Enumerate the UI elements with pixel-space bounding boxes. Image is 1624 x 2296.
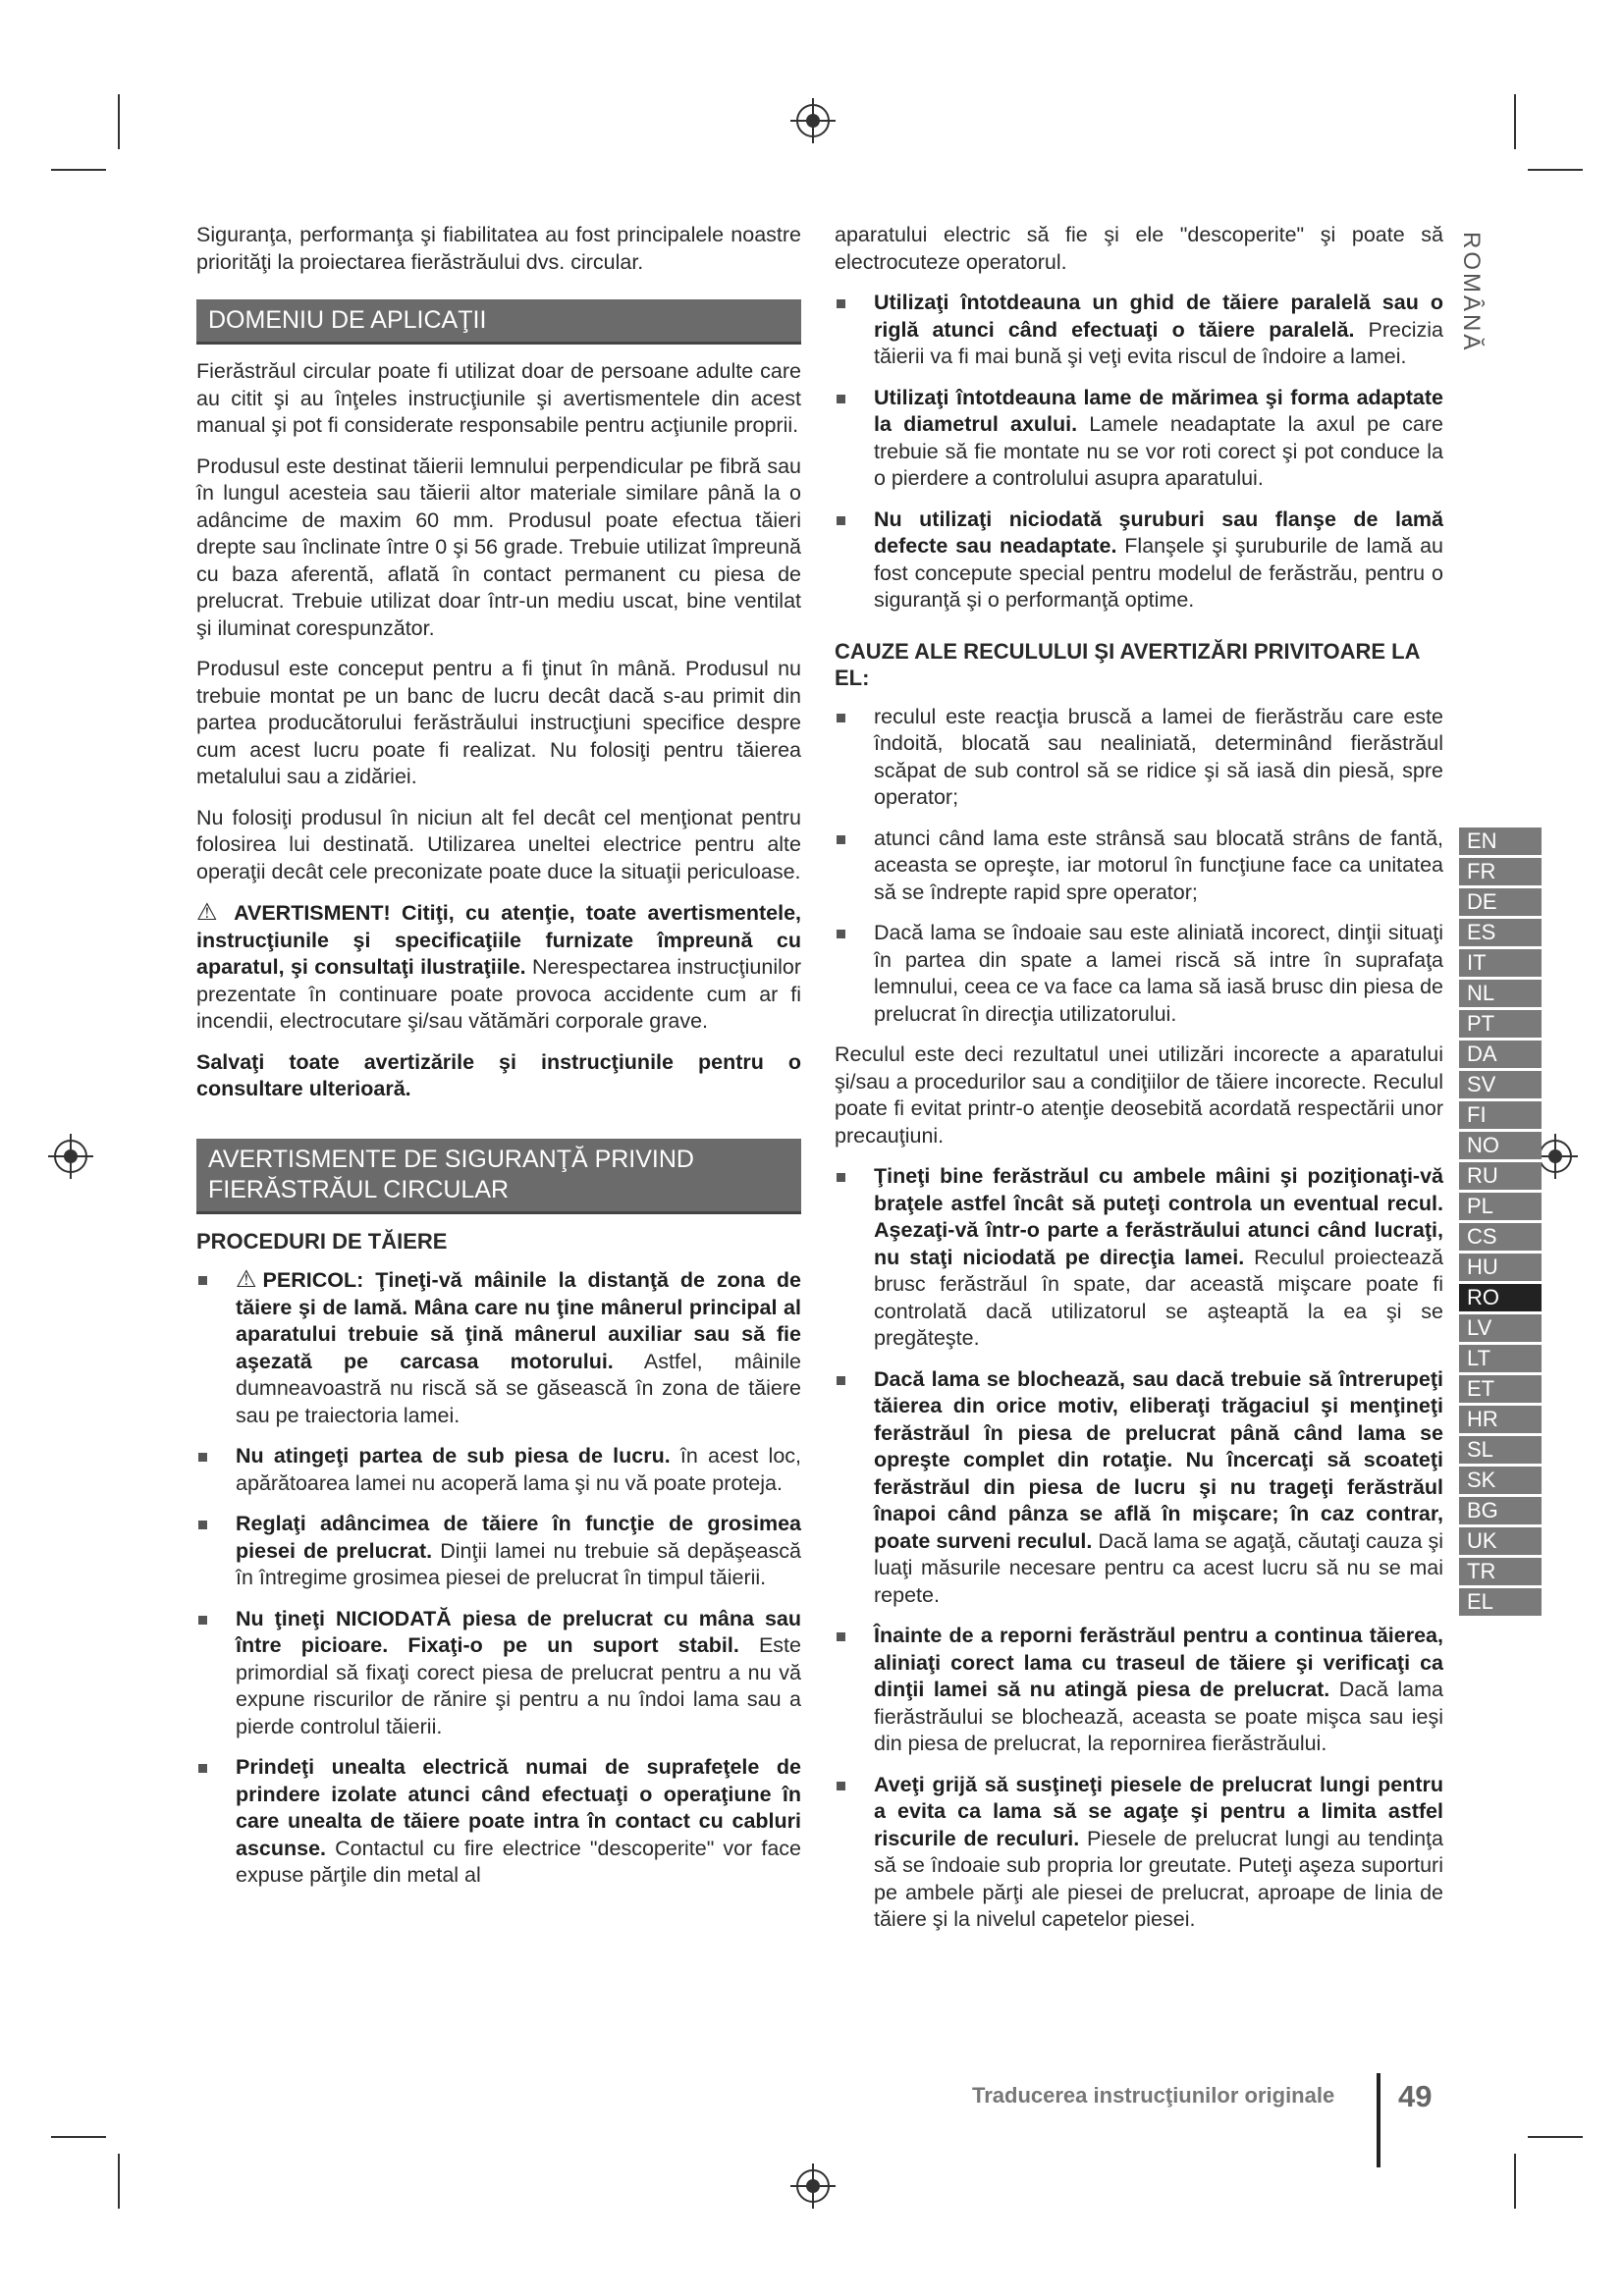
registration-mark-icon — [796, 104, 830, 137]
list-item: Înainte de a reporni ferăstrăul pentru a continua tăierea, aliniaţi corect lama cu traseul de tăiere şi verificaţi ca dinţii lamei să nu atingă piesa de prelucrat. Dacă lama fierăstrăului se blochează, aceasta se poate mişca sau ieşi din piesa de prelucrat, la repornirea fierăstrăului. — [835, 1623, 1443, 1758]
right-column — [835, 222, 1443, 1948]
warning-triangle-icon: ⚠ — [236, 1266, 263, 1293]
language-tab-sv[interactable]: SV — [1459, 1071, 1542, 1101]
list-item: Reglaţi adâncimea de tăiere în funcţie de grosimea piesei de prelucrat. Dinţii lamei nu trebuie să depăşească în întregime grosimea piesei de prelucrat în timpul tăierii. — [196, 1511, 801, 1592]
warning-bold: AVERTISMENT! Citiţi, cu atenţie, toate avertismentele, instrucţiunile şi specificaţiile furnizate împreună cu aparatul, şi consultaţi ilustraţiile. — [196, 901, 802, 979]
language-tab-fr[interactable]: FR — [1459, 858, 1542, 888]
list-item: reculul este reacţia bruscă a lamei de fierăstrău care este îndoită, blocată sau nealiniată, determinând fierăstrăul scăpat de sub control să se ridice şi să iasă din piesă, spre operator; — [835, 704, 1443, 812]
scope-paragraph-3: Produsul este conceput pentru a fi ţinut în mână. Produsul nu trebuie montat pe un banc de lucru decât dacă s-au primit din partea producătorului ferăstrăului instrucţiuni specifice despre cum acest lucru poate fi realizat. Nu folosiţi pentru tăierea metalului sau a zidăriei. — [196, 657, 801, 788]
registration-mark-icon — [796, 2169, 830, 2203]
crop-mark — [1528, 169, 1583, 171]
list-item: Aveţi grijă să susţineţi piesele de prelucrat lungi pentru a evita ca lama să se agaţe şi pentru a limita astfel riscurile de reculuri. Piesele de prelucrat lungi au tendinţa să se îndoaie sub propria lor greutate. Puteţi aşeza suporturi pe ambele părţi ale piesei de prelucrat, aproape de linia de tăiere şi la nivelul capetelor piesei. — [835, 1772, 1443, 1934]
language-tab-it[interactable]: IT — [1459, 949, 1542, 980]
section-heading-safety: AVERTISMENTE DE SIGURANŢĂ PRIVIND FIERĂSTRĂUL CIRCULAR — [196, 1139, 801, 1214]
language-tab-no[interactable]: NO — [1459, 1132, 1542, 1162]
language-title: ROMÂNĂ — [1458, 232, 1485, 353]
subheading-kickback: CAUZE ALE RECULULUI ŞI AVERTIZĂRI PRIVITOARE LA EL: — [835, 638, 1420, 690]
left-column — [196, 222, 801, 1903]
list-item: atunci când lama este strânsă sau blocată strâns de fantă, aceasta se opreşte, iar motorul în funcţiune face ca unitatea să se îndrepte rapid spre operator; — [835, 826, 1443, 907]
language-tab-bg[interactable]: BG — [1459, 1497, 1542, 1527]
crop-mark — [51, 169, 106, 171]
language-tab-nl[interactable]: NL — [1459, 980, 1542, 1010]
registration-mark-icon — [54, 1140, 87, 1173]
registration-mark-icon — [1539, 1140, 1572, 1173]
language-tab-es[interactable]: ES — [1459, 919, 1542, 949]
footer-divider — [1377, 2073, 1380, 2167]
language-tab-de[interactable]: DE — [1459, 888, 1542, 919]
kickback-paragraph: Reculul este deci rezultatul unei utilizări incorecte a aparatului şi/sau a procedurilor sau a condiţiilor de tăiere incorecte. Reculul poate fi evitat printr-o atenţie deosebită acordată respectării unor precauţiuni. — [835, 1042, 1443, 1148]
general-warning — [196, 899, 801, 1036]
language-tab-lv[interactable]: LV — [1459, 1314, 1542, 1345]
blade-rules-list — [835, 290, 1443, 614]
scope-paragraph-1: Fierăstrăul circular poate fi utilizat doar de persoane adulte care au citit şi au înţeles instrucţiunile şi avertismentele din acest manual şi pot fi considerate responsabile pentru acţiunile proprii. — [196, 359, 801, 437]
crop-mark — [118, 94, 120, 149]
section-heading-scope: DOMENIU DE APLICAŢII — [196, 299, 801, 345]
crop-mark — [1514, 94, 1516, 149]
language-tab-hu[interactable]: HU — [1459, 1254, 1542, 1284]
crop-mark — [1514, 2154, 1516, 2209]
language-tab-sl[interactable]: SL — [1459, 1436, 1542, 1467]
list-item: Prindeţi unealta electrică numai de suprafeţele de prindere izolate atunci când efectuaţi o operaţiune în care unealta de tăiere poate intra în contact cu cabluri ascunse. Contactul cu fire electrice "descoperite" vor face expuse părţile din metal al — [196, 1754, 801, 1890]
language-tab-et[interactable]: ET — [1459, 1375, 1542, 1406]
list-item: Dacă lama se blochează, sau dacă trebuie să întrerupeţi tăierea din orice motiv, eliberaţi trăgaciul şi menţineţi ferăstrăul în piesa de prelucrat până când lama se opreşte complet din rotaţie. Nu încercaţi să scoateţi ferăstrăul din piesa de lucru şi nu trageţi ferăstrăul înapoi când pânza se află în mişcare; în caz contrar, poate surveni reculul. Dacă lama se agaţă, căutaţi cauza şi luaţi măsurile necesare pentru ca acest lucru să nu se mai repete. — [835, 1366, 1443, 1610]
crop-mark — [1528, 2136, 1583, 2138]
subheading-cutting: PROCEDURI DE TĂIERE — [196, 1228, 448, 1254]
language-tab-sk[interactable]: SK — [1459, 1467, 1542, 1497]
continued-text: aparatului electric să fie şi ele "descoperite" şi poate să electrocuteze operatorul. — [835, 223, 1443, 274]
cutting-procedures-list — [196, 1266, 801, 1890]
crop-mark — [118, 2154, 120, 2209]
language-tab-pl[interactable]: PL — [1459, 1193, 1542, 1223]
list-item: ⚠PERICOL: Ţineţi-vă mâinile la distanţă de zona de tăiere şi de lamă. Mâna care nu ţine mânerul principal al aparatului trebuie să ţină mânerul auxiliar sau să fie aşezată pe carcasa motorului. Astfel, mâinile dumneavoastră nu riscă să se găsească în zona de tăiere sau pe traiectoria lamei. — [196, 1266, 801, 1429]
kickback-causes-list — [835, 704, 1443, 1029]
warning-text: Nerespectarea instrucţiunilor prezentate în continuare poate provoca accidente cum ar fi incendii, electrocutare şi/sau vătămări corporale grave. — [196, 955, 802, 1033]
language-tab-cs[interactable]: CS — [1459, 1223, 1542, 1254]
warning-triangle-icon: ⚠ — [196, 899, 223, 926]
language-tab-hr[interactable]: HR — [1459, 1406, 1542, 1436]
language-tab-el[interactable]: EL — [1459, 1588, 1542, 1619]
language-tabs — [1459, 828, 1542, 1619]
list-item: Ţineţi bine ferăstrăul cu ambele mâini şi poziţionaţi-vă braţele astfel încât să puteţi controla un eventual recul. Aşezaţi-vă într-o parte a ferăstrăului atunci când lucraţi, nu staţi niciodată pe direcţia lamei. Reculul proiectează brusc ferăstrăul în spate, dar această mişcare poate fi controlată dacă utilizatorul se aşteaptă la ea şi se pregăteşte. — [835, 1163, 1443, 1353]
list-item: Dacă lama se îndoaie sau este aliniată incorect, dinţii situaţi în partea din spate a lamei riscă să intre în suprafaţa lemnului, ceea ce va face ca lama să iasă brusc din piesa de prelucrat în direcţia utilizatorului. — [835, 920, 1443, 1028]
crop-mark — [51, 2136, 106, 2138]
language-tab-da[interactable]: DA — [1459, 1041, 1542, 1071]
language-tab-ru[interactable]: RU — [1459, 1162, 1542, 1193]
language-tab-pt[interactable]: PT — [1459, 1010, 1542, 1041]
save-instructions: Salvaţi toate avertizările şi instrucţiunile pentru o consultare ulterioară. — [196, 1049, 801, 1100]
kickback-precautions-list — [835, 1163, 1443, 1934]
list-item: Utilizaţi întotdeauna lame de mărimea şi forma adaptate la diametrul axului. Lamele neadaptate la axul pe care trebuie să fie montate nu se vor roti corect şi pot conduce la o pierdere a controlului asupra aparatului. — [835, 385, 1443, 493]
language-tab-ro[interactable]: RO — [1459, 1284, 1542, 1314]
language-tab-en[interactable]: EN — [1459, 828, 1542, 858]
page-number: 49 — [1398, 2079, 1433, 2113]
scope-paragraph-4: Nu folosiţi produsul în niciun alt fel decât cel menţionat pentru folosirea lui destinată. Utilizarea uneltei electrice pentru alte operaţii decât cele preconizate poate duce la situaţii periculoase. — [196, 805, 801, 883]
footer-text: Traducerea instrucţiunilor originale — [972, 2083, 1335, 2108]
list-item: Nu atingeţi partea de sub piesa de lucru. în acest loc, apărătoarea lamei nu acoperă lama şi nu vă poate proteja. — [196, 1443, 801, 1497]
list-item: Nu ţineţi NICIODATĂ piesa de prelucrat cu mâna sau între picioare. Fixaţi-o pe un suport stabil. Este primordial să fixaţi corect piesa de prelucrat pentru a nu vă expune riscurilor de rănire şi pentru a nu îndoi lama sau a pierde controlul tăierii. — [196, 1606, 801, 1741]
intro-text: Siguranţa, performanţa şi fiabilitatea au fost principalele noastre priorităţi la proiectarea fierăstrăului dvs. circular. — [196, 223, 801, 274]
language-tab-fi[interactable]: FI — [1459, 1101, 1542, 1132]
language-tab-uk[interactable]: UK — [1459, 1527, 1542, 1558]
scope-paragraph-2: Produsul este destinat tăierii lemnului perpendicular pe fibră sau în lungul acesteia sau tăierii altor materiale similare până la o adâncime de maxim 60 mm. Produsul poate efectua tăieri drepte sau înclinate între 0 şi 56 grade. Trebuie utilizat împreună cu baza aferentă, aflată în contact permanent cu piesa de prelucrat. Trebuie utilizat doar într-un mediu uscat, bine ventilat şi iluminat corespunzător. — [196, 454, 801, 640]
list-item: Nu utilizaţi niciodată şuruburi sau flanşe de lamă defecte sau neadaptate. Flanşele şi şuruburile de lamă au fost concepute special pentru modelul de ferăstrău, pentru o siguranţă şi o performanţă optime. — [835, 507, 1443, 614]
language-tab-tr[interactable]: TR — [1459, 1558, 1542, 1588]
list-item: Utilizaţi întotdeauna un ghid de tăiere paralelă sau o riglă atunci când efectuaţi o tăiere paralelă. Precizia tăierii va fi mai bună şi veţi evita riscul de îndoire a lamei. — [835, 290, 1443, 371]
language-tab-lt[interactable]: LT — [1459, 1345, 1542, 1375]
